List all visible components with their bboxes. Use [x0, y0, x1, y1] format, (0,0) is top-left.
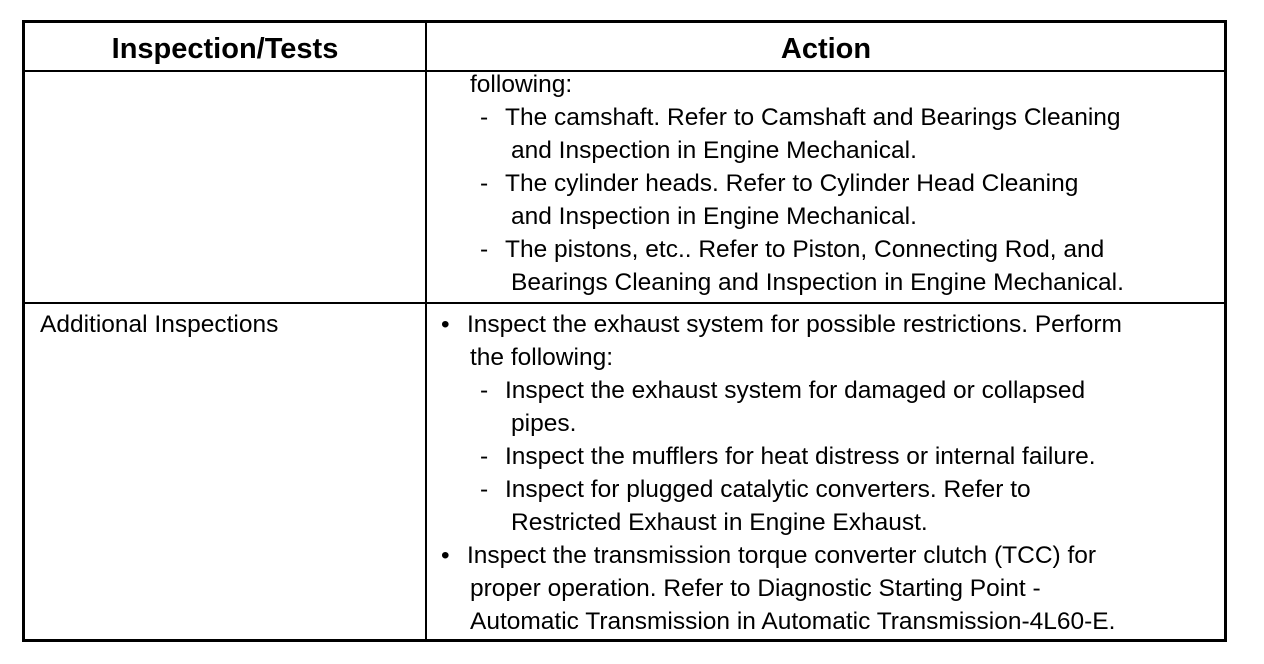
column-header-action: Action	[780, 33, 872, 65]
action-bullet-item-continued: Automatic Transmission in Automatic Transmission-4L60-E.	[470, 608, 1116, 635]
action-dash-item-continued: Bearings Cleaning and Inspection in Engine Mechanical.	[511, 269, 1124, 296]
action-dash-item-continued: Restricted Exhaust in Engine Exhaust.	[511, 509, 928, 536]
dash-marker: -	[480, 377, 489, 404]
dash-marker: -	[480, 170, 489, 197]
dash-marker: -	[480, 104, 489, 131]
column-divider	[425, 23, 427, 639]
action-dash-item: The pistons, etc.. Refer to Piston, Connecting Rod, and	[505, 236, 1105, 263]
action-dash-item-continued: and Inspection in Engine Mechanical.	[511, 137, 917, 164]
bullet-marker: •	[441, 542, 450, 569]
action-dash-item-continued: and Inspection in Engine Mechanical.	[511, 203, 917, 230]
action-bullet-item: Inspect the exhaust system for possible restrictions. Perform	[467, 311, 1122, 338]
dash-marker: -	[480, 476, 489, 503]
action-bullet-item: Inspect the transmission torque converter clutch (TCC) for	[467, 542, 1097, 569]
dash-marker: -	[480, 236, 489, 263]
bullet-marker: •	[441, 311, 450, 338]
action-bullet-item-continued: proper operation. Refer to Diagnostic Starting Point -	[470, 575, 1041, 602]
action-dash-item: Inspect the exhaust system for damaged or collapsed	[505, 377, 1086, 404]
action-dash-item: Inspect for plugged catalytic converters. Refer to	[505, 476, 1031, 503]
action-dash-item: Inspect the mufflers for heat distress or internal failure.	[505, 443, 1096, 470]
action-text-line: following:	[470, 71, 573, 98]
action-bullet-item-continued: the following:	[470, 344, 614, 371]
inspection-table	[22, 20, 1227, 642]
header-divider	[25, 70, 1224, 72]
action-dash-item: The cylinder heads. Refer to Cylinder Head Cleaning	[505, 170, 1079, 197]
action-dash-item-continued: pipes.	[511, 410, 577, 437]
column-header-inspection-tests: Inspection/Tests	[111, 33, 339, 65]
row-divider	[25, 302, 1224, 304]
action-dash-item: The camshaft. Refer to Camshaft and Bearings Cleaning	[505, 104, 1121, 131]
dash-marker: -	[480, 443, 489, 470]
row2-test-cell: Additional Inspections	[40, 311, 279, 338]
